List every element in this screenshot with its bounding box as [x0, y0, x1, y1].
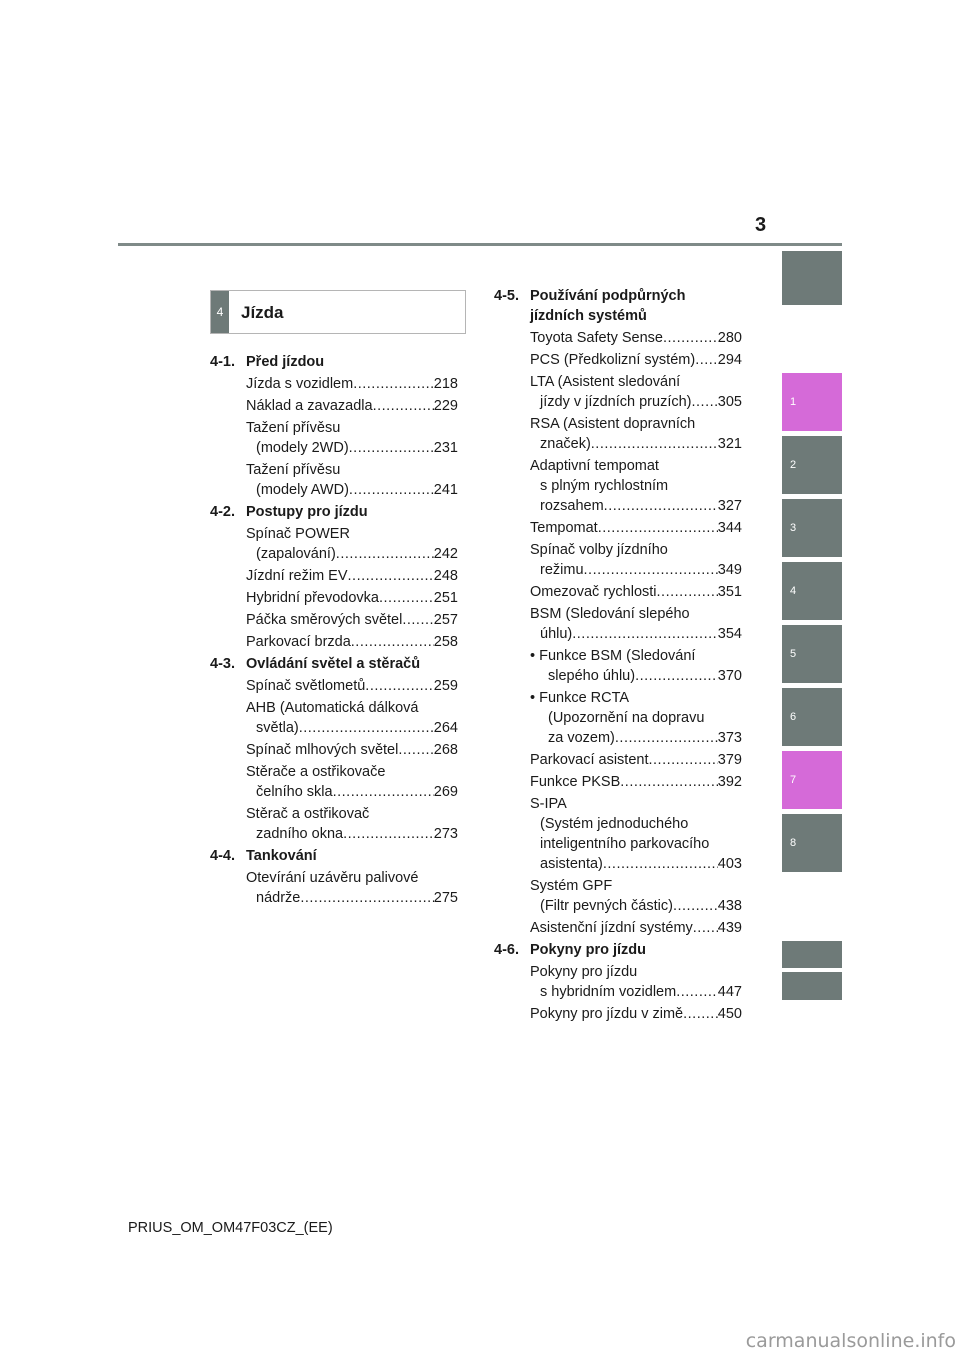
toc-page-number: 273: [433, 826, 458, 842]
toc-entry[interactable]: [530, 1004, 742, 1024]
toc-group-heading[interactable]: [494, 940, 742, 960]
page-number: 3: [755, 214, 767, 236]
toc-entry-text: Stěrače a ostřikovače: [246, 764, 386, 780]
toc-entry-text: Toyota Safety Sense: [530, 330, 663, 346]
toc-group-title: Tankování: [246, 848, 317, 864]
toc-entry[interactable]: [530, 414, 742, 454]
toc-entry-text: značek): [540, 436, 591, 452]
toc-entry-text: (modely AWD): [256, 482, 349, 498]
toc-page-number: 351: [717, 584, 742, 600]
toc-page-number: 258: [433, 634, 458, 650]
toc-entry-text: Páčka směrových světel: [246, 612, 403, 628]
dot-leader: [604, 496, 718, 516]
toc-entry-text: Tažení přívěsu: [246, 462, 341, 478]
dot-leader: [635, 666, 718, 686]
toc-entry[interactable]: [246, 524, 458, 564]
toc-entry-text: Jízda s vozidlem: [246, 376, 354, 392]
toc-entry[interactable]: [246, 676, 458, 696]
toc-entry-text: asistenta): [540, 856, 603, 872]
toc-group-heading[interactable]: [494, 286, 742, 326]
toc-page-number: 438: [717, 898, 742, 914]
toc-entry-text: režimu: [540, 562, 584, 578]
dot-leader: [348, 566, 434, 586]
toc-entry-last-line: [246, 824, 458, 844]
toc-group-title: Pokyny pro jízdu: [530, 942, 647, 958]
dot-leader: [648, 750, 717, 770]
toc-entry-text: s plným rychlostním: [540, 478, 669, 494]
toc-entry-text: Stěrač a ostřikovač: [246, 806, 370, 822]
toc-entry-last-line: [530, 560, 742, 580]
toc-entry-last-line: [246, 888, 458, 908]
toc-entry[interactable]: [246, 460, 458, 500]
dot-leader: [343, 824, 434, 844]
dot-leader: [333, 782, 434, 802]
toc-entry-text: PCS (Předkolizní systém): [530, 352, 696, 368]
toc-page-number: 268: [433, 742, 458, 758]
toc-entry[interactable]: [246, 374, 458, 394]
toc-entry-last-line: [530, 392, 742, 412]
toc-entry-text: inteligentního parkovacího: [540, 836, 710, 852]
toc-entry-text: (Systém jednoduchého: [540, 816, 689, 832]
dot-leader: [615, 728, 718, 748]
toc-entry-text: • Funkce BSM (Sledování: [530, 648, 696, 664]
toc-entry-text: BSM (Sledování slepého: [530, 606, 690, 622]
toc-page-number: 218: [433, 376, 458, 392]
toc-entry-last-line: [530, 728, 742, 748]
toc-entry-last-line: [246, 782, 458, 802]
toc-entry-last-line: [246, 374, 458, 394]
toc-entry[interactable]: [246, 632, 458, 652]
toc-entry-last-line: [530, 518, 742, 538]
toc-entry-last-line: [246, 610, 458, 630]
toc-entry-text: (modely 2WD): [256, 440, 349, 456]
toc-entry[interactable]: [530, 794, 742, 874]
toc-page-number: 344: [717, 520, 742, 536]
dot-leader: [692, 392, 718, 412]
dot-leader: [683, 1004, 718, 1024]
toc-page-number: 251: [433, 590, 458, 606]
toc-entry-text: Jízdní režim EV: [246, 568, 348, 584]
toc-entry[interactable]: [530, 646, 742, 686]
toc-page-number: 231: [433, 440, 458, 456]
dot-leader: [584, 560, 718, 580]
toc-page-number: 450: [717, 1006, 742, 1022]
toc-group: [210, 352, 458, 500]
toc-entry-last-line: [530, 624, 742, 644]
toc-entry[interactable]: [530, 372, 742, 412]
dot-leader: [673, 896, 718, 916]
chapter-tab-label: 6: [790, 711, 797, 723]
toc-entry-text: Parkovací brzda: [246, 634, 351, 650]
toc-entry-last-line: [246, 740, 458, 760]
toc-group-heading[interactable]: [210, 502, 458, 522]
toc-entry-text: Náklad a zavazadla: [246, 398, 373, 414]
toc-entry[interactable]: [246, 610, 458, 630]
toc-page-number: 354: [717, 626, 742, 642]
dot-leader: [351, 632, 434, 652]
dot-leader: [657, 582, 718, 602]
chapter-tab-label: 1: [790, 396, 797, 408]
toc-entry-text: Funkce PKSB: [530, 774, 621, 790]
chapter-tab-label: 4: [790, 585, 797, 597]
toc-entry-text: Adaptivní tempomat: [530, 458, 659, 474]
toc-entry-last-line: [246, 632, 458, 652]
toc-entry-last-line: [530, 1004, 742, 1024]
toc-entry[interactable]: [246, 418, 458, 458]
watermark: carmanualsonline.info: [745, 1330, 956, 1352]
dot-leader: [402, 610, 433, 630]
dot-leader: [676, 982, 718, 1002]
toc-entry-text: Tempomat: [530, 520, 598, 536]
toc-entry-last-line: [246, 588, 458, 608]
toc-entry-text: za vozem): [548, 730, 615, 746]
toc-entry[interactable]: [530, 350, 742, 370]
toc-entry-last-line: [530, 982, 742, 1002]
toc-page-number: 280: [717, 330, 742, 346]
toc-left-column: [210, 352, 458, 910]
section-number: 4: [211, 291, 229, 333]
toc-entry[interactable]: [246, 588, 458, 608]
toc-group-title: Postupy pro jízdu: [246, 504, 368, 520]
chapter-tab-label: 3: [790, 522, 797, 534]
toc-group-heading[interactable]: [210, 846, 458, 866]
toc-entry[interactable]: [246, 868, 458, 908]
toc-group-number: 4-1.: [210, 354, 235, 370]
toc-entry-last-line: [246, 566, 458, 586]
toc-entry-last-line: [246, 396, 458, 416]
toc-entry[interactable]: [530, 582, 742, 602]
dot-leader: [591, 434, 718, 454]
toc-entry-text: RSA (Asistent dopravních: [530, 416, 696, 432]
dot-leader: [336, 544, 434, 564]
dot-leader: [300, 888, 433, 908]
toc-entry-last-line: [530, 896, 742, 916]
toc-page-number: 269: [433, 784, 458, 800]
toc-entry[interactable]: [246, 698, 458, 738]
dot-leader: [398, 740, 433, 760]
chapter-tab-label: 5: [790, 648, 797, 660]
toc-group-number: 4-4.: [210, 848, 235, 864]
toc-page-number: 349: [717, 562, 742, 578]
toc-page-number: 242: [433, 546, 458, 562]
toc-entry-text: nádrže: [256, 890, 301, 906]
toc-page-number: 275: [433, 890, 458, 906]
toc-page-number: 321: [717, 436, 742, 452]
dot-leader: [365, 676, 434, 696]
toc-entry-text: AHB (Automatická dálková: [246, 700, 419, 716]
toc-group: [210, 846, 458, 908]
toc-group-title: Používání podpůrných jízdních systémů: [530, 288, 686, 324]
toc-entry[interactable]: [530, 750, 742, 770]
toc-page-number: 403: [717, 856, 742, 872]
dot-leader: [598, 518, 718, 538]
toc-entry-text: Pokyny pro jízdu: [530, 964, 638, 980]
toc-entry-text: slepého úhlu): [548, 668, 636, 684]
toc-entry[interactable]: [530, 876, 742, 916]
toc-entry-text: zadního okna: [256, 826, 344, 842]
toc-page-number: 447: [717, 984, 742, 1000]
toc-entry-last-line: [530, 918, 742, 938]
toc-entry-text: světla): [256, 720, 299, 736]
toc-entry-text: Omezovač rychlosti: [530, 584, 657, 600]
toc-entry-text: čelního skla: [256, 784, 333, 800]
toc-group-number: 4-6.: [494, 942, 519, 958]
chapter-tab-2[interactable]: [782, 436, 842, 494]
toc-group: [210, 502, 458, 652]
toc-group: [494, 286, 742, 938]
toc-page-number: 439: [717, 920, 742, 936]
toc-entry[interactable]: [246, 762, 458, 802]
toc-entry[interactable]: [530, 456, 742, 516]
dot-leader: [379, 588, 434, 608]
toc-entry-last-line: [530, 750, 742, 770]
toc-entry-text: (zapalování): [256, 546, 336, 562]
toc-entry[interactable]: [530, 518, 742, 538]
toc-entry-text: Spínač mlhových světel: [246, 742, 399, 758]
toc-page-number: 248: [433, 568, 458, 584]
chapter-tab-blank[interactable]: [782, 251, 842, 305]
dot-leader: [373, 396, 434, 416]
toc-page-number: 259: [433, 678, 458, 694]
toc-group-title: Před jízdou: [246, 354, 325, 370]
toc-entry-text: Asistenční jízdní systémy: [530, 920, 693, 936]
toc-page-number: 229: [433, 398, 458, 414]
dot-leader: [572, 624, 718, 644]
toc-group: [494, 940, 742, 1024]
toc-page-number: 257: [433, 612, 458, 628]
toc-entry-last-line: [530, 496, 742, 516]
dot-leader: [695, 350, 718, 370]
dot-leader: [693, 918, 718, 938]
toc-entry[interactable]: [246, 566, 458, 586]
toc-right-column: [494, 286, 742, 1026]
toc-entry-last-line: [246, 480, 458, 500]
chapter-tab-blank[interactable]: [782, 972, 842, 1000]
toc-page-number: 370: [717, 668, 742, 684]
toc-entry-text: LTA (Asistent sledování: [530, 374, 681, 390]
chapter-tab-5[interactable]: [782, 625, 842, 683]
toc-entry-last-line: [530, 434, 742, 454]
toc-page-number: 392: [717, 774, 742, 790]
toc-entry-last-line: [246, 438, 458, 458]
toc-entry-text: Tažení přívěsu: [246, 420, 341, 436]
toc-entry-text: (Upozornění na dopravu: [548, 710, 705, 726]
dot-leader: [349, 438, 434, 458]
toc-entry-text: rozsahem: [540, 498, 604, 514]
chapter-tab-blank[interactable]: [782, 941, 842, 968]
toc-group-title: Ovládání světel a stěračů: [246, 656, 421, 672]
toc-page-number: 264: [433, 720, 458, 736]
toc-entry-text: S-IPA: [530, 796, 567, 812]
toc-entry-last-line: [530, 582, 742, 602]
chapter-tab-8[interactable]: [782, 814, 842, 872]
section-title: Jízda: [241, 303, 284, 322]
footer-document-code: PRIUS_OM_OM47F03CZ_(EE): [128, 1220, 333, 1236]
chapter-tab-1[interactable]: [782, 373, 842, 431]
toc-page-number: 305: [717, 394, 742, 410]
toc-entry-last-line: [530, 350, 742, 370]
toc-entry-last-line: [246, 676, 458, 696]
toc-entry-text: jízdy v jízdních pruzích): [540, 394, 692, 410]
chapter-tab-7[interactable]: [782, 751, 842, 809]
toc-entry[interactable]: [530, 328, 742, 348]
top-rule: [118, 243, 842, 246]
toc-group-heading[interactable]: [210, 654, 458, 674]
toc-page-number: 294: [717, 352, 742, 368]
toc-entry-last-line: [246, 718, 458, 738]
toc-entry-text: Pokyny pro jízdu v zimě: [530, 1006, 684, 1022]
chapter-tab-6[interactable]: [782, 688, 842, 746]
toc-entry-text: Otevírání uzávěru palivové: [246, 870, 419, 886]
toc-entry-last-line: [530, 772, 742, 792]
dot-leader: [299, 718, 434, 738]
toc-page-number: 379: [717, 752, 742, 768]
chapter-tab-4[interactable]: [782, 562, 842, 620]
toc-entry-text: Hybridní převodovka: [246, 590, 379, 606]
dot-leader: [620, 772, 718, 792]
toc-entry[interactable]: [246, 396, 458, 416]
toc-entry-text: s hybridním vozidlem: [540, 984, 677, 1000]
toc-page-number: 373: [717, 730, 742, 746]
toc-entry-text: Parkovací asistent: [530, 752, 649, 768]
toc-entry[interactable]: [530, 688, 742, 748]
toc-entry-text: Spínač POWER: [246, 526, 350, 542]
section-header: [210, 290, 466, 334]
toc-page-number: 327: [717, 498, 742, 514]
toc-entry[interactable]: [530, 962, 742, 1002]
toc-entry-last-line: [530, 854, 742, 874]
toc-entry-last-line: [530, 328, 742, 348]
chapter-tab-3[interactable]: [782, 499, 842, 557]
toc-entry-last-line: [246, 544, 458, 564]
chapter-tab-label: 7: [790, 774, 797, 786]
toc-entry-text: Spínač světlometů: [246, 678, 366, 694]
toc-group-number: 4-2.: [210, 504, 235, 520]
toc-entry[interactable]: [530, 540, 742, 580]
toc-group-number: 4-5.: [494, 288, 519, 304]
toc-entry[interactable]: [530, 918, 742, 938]
toc-entry[interactable]: [530, 604, 742, 644]
toc-entry-text: úhlu): [540, 626, 573, 642]
toc-entry[interactable]: [530, 772, 742, 792]
dot-leader: [349, 480, 434, 500]
chapter-tab-label: 8: [790, 837, 797, 849]
toc-entry-text: (Filtr pevných částic): [540, 898, 673, 914]
toc-entry-text: Systém GPF: [530, 878, 613, 894]
dot-leader: [603, 854, 718, 874]
dot-leader: [353, 374, 434, 394]
chapter-tab-label: 2: [790, 459, 797, 471]
toc-group-heading[interactable]: [210, 352, 458, 372]
toc-page-number: 241: [433, 482, 458, 498]
toc-entry-text: • Funkce RCTA: [530, 690, 630, 706]
dot-leader: [663, 328, 718, 348]
toc-entry-last-line: [530, 666, 742, 686]
toc-entry-text: Spínač volby jízdního: [530, 542, 668, 558]
toc-entry[interactable]: [246, 804, 458, 844]
toc-group-number: 4-3.: [210, 656, 235, 672]
toc-group: [210, 654, 458, 844]
toc-entry[interactable]: [246, 740, 458, 760]
